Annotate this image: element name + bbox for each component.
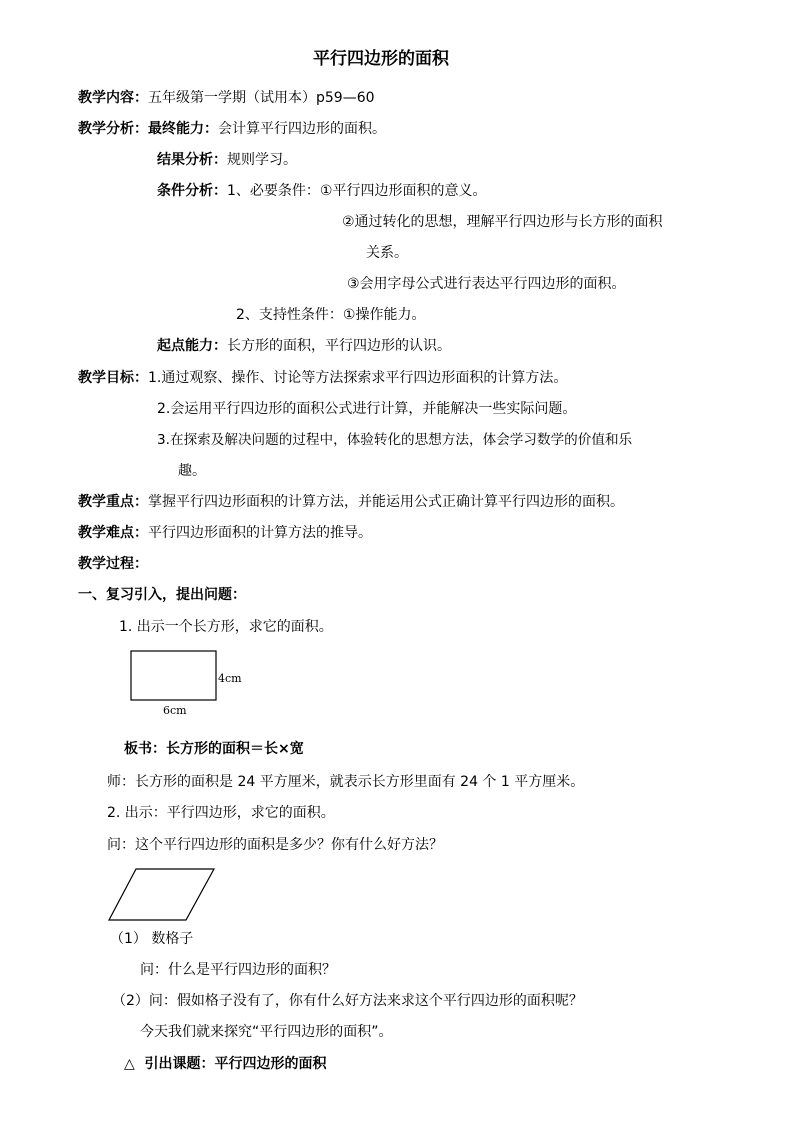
condition-4: 2、支持性条件：①操作能力。 [236,307,426,323]
result-text: 规则学习。 [227,152,297,168]
content-label: 教学内容： [78,90,148,106]
start-text: 长方形的面积，平行四边形的认识。 [227,338,451,354]
goals-row [78,369,567,387]
intro-row [124,1055,327,1073]
rectangle-shape [131,651,216,700]
analysis-label: 教学分析： [78,121,148,137]
process-label: 教学过程： [78,556,148,572]
today-line: 今天我们就来探究“平行四边形的面积”。 [140,1024,393,1040]
goal-3b: 趣。 [178,463,206,479]
sub-2: （2）问：假如格子没有了，你有什么好方法来求这个平行四边形的面积呢？ [112,993,583,1009]
item-2: 2. 出示：平行四边形，求它的面积。 [107,805,335,821]
rect-width-label: 6cm [163,704,187,717]
board-label: 板书： [124,741,166,757]
goals-label: 教学目标： [78,370,148,386]
sub-1: （1） 数格子 [110,931,194,947]
start-row [157,337,451,355]
condition-3: ③会用字母公式进行表达平行四边形的面积。 [347,276,626,292]
parallelogram-shape [109,869,214,920]
question-1: 问：这个平行四边形的面积是多少？你有什么好方法？ [107,837,443,853]
condition-label: 条件分析： [157,183,227,199]
content-text: 五年级第一学期（试用本）p59—60 [148,90,375,106]
key-label: 教学重点： [78,494,148,510]
result-label: 结果分析： [157,152,227,168]
analysis-row [78,120,386,138]
difficulty-text: 平行四边形面积的计算方法的推导。 [148,525,372,541]
rectangle-figure [130,650,218,703]
difficulty-row [78,524,372,542]
condition-2a: ②通过转化的思想，理解平行四边形与长方形的面积 [342,214,663,230]
key-row [78,493,624,511]
key-text: 掌握平行四边形面积的计算方法，并能运用公式正确计算平行四边形的面积。 [148,494,624,510]
section-1-heading: 一、复习引入，提出问题： [78,587,246,603]
page-title: 平行四边形的面积 [313,49,449,69]
goal-2: 2.会运用平行四边形的面积公式进行计算，并能解决一些实际问题。 [157,401,577,417]
difficulty-label: 教学难点： [78,525,148,541]
content-row [78,89,375,107]
final-label: 最终能力： [148,121,218,137]
board-text: 长方形的面积＝长×宽 [166,741,304,757]
goal-3a: 3.在探索及解决问题的过程中，体验转化的思想方法，体会学习数学的价值和乐 [157,432,633,448]
condition-row [157,182,486,200]
rect-height-label: 4cm [218,672,242,685]
question-2: 问：什么是平行四边形的面积？ [140,962,336,978]
parallelogram-figure [106,866,218,924]
result-row [157,151,297,169]
triangle-icon: △ [124,1056,135,1072]
board-row [124,740,304,758]
start-label: 起点能力： [157,338,227,354]
item-1: 1. 出示一个长方形，求它的面积。 [119,619,333,635]
condition-2b: 关系。 [366,245,408,261]
goal-1: 1.通过观察、操作、讨论等方法探索求平行四边形面积的计算方法。 [148,370,568,386]
final-text: 会计算平行四边形的面积。 [218,121,386,137]
condition-1: 1、必要条件：①平行四边形面积的意义。 [227,183,487,199]
intro-text: 引出课题：平行四边形的面积 [144,1056,327,1072]
teacher-line: 师：长方形的面积是 24 平方厘米，就表示长方形里面有 24 个 1 平方厘米。 [107,774,585,790]
